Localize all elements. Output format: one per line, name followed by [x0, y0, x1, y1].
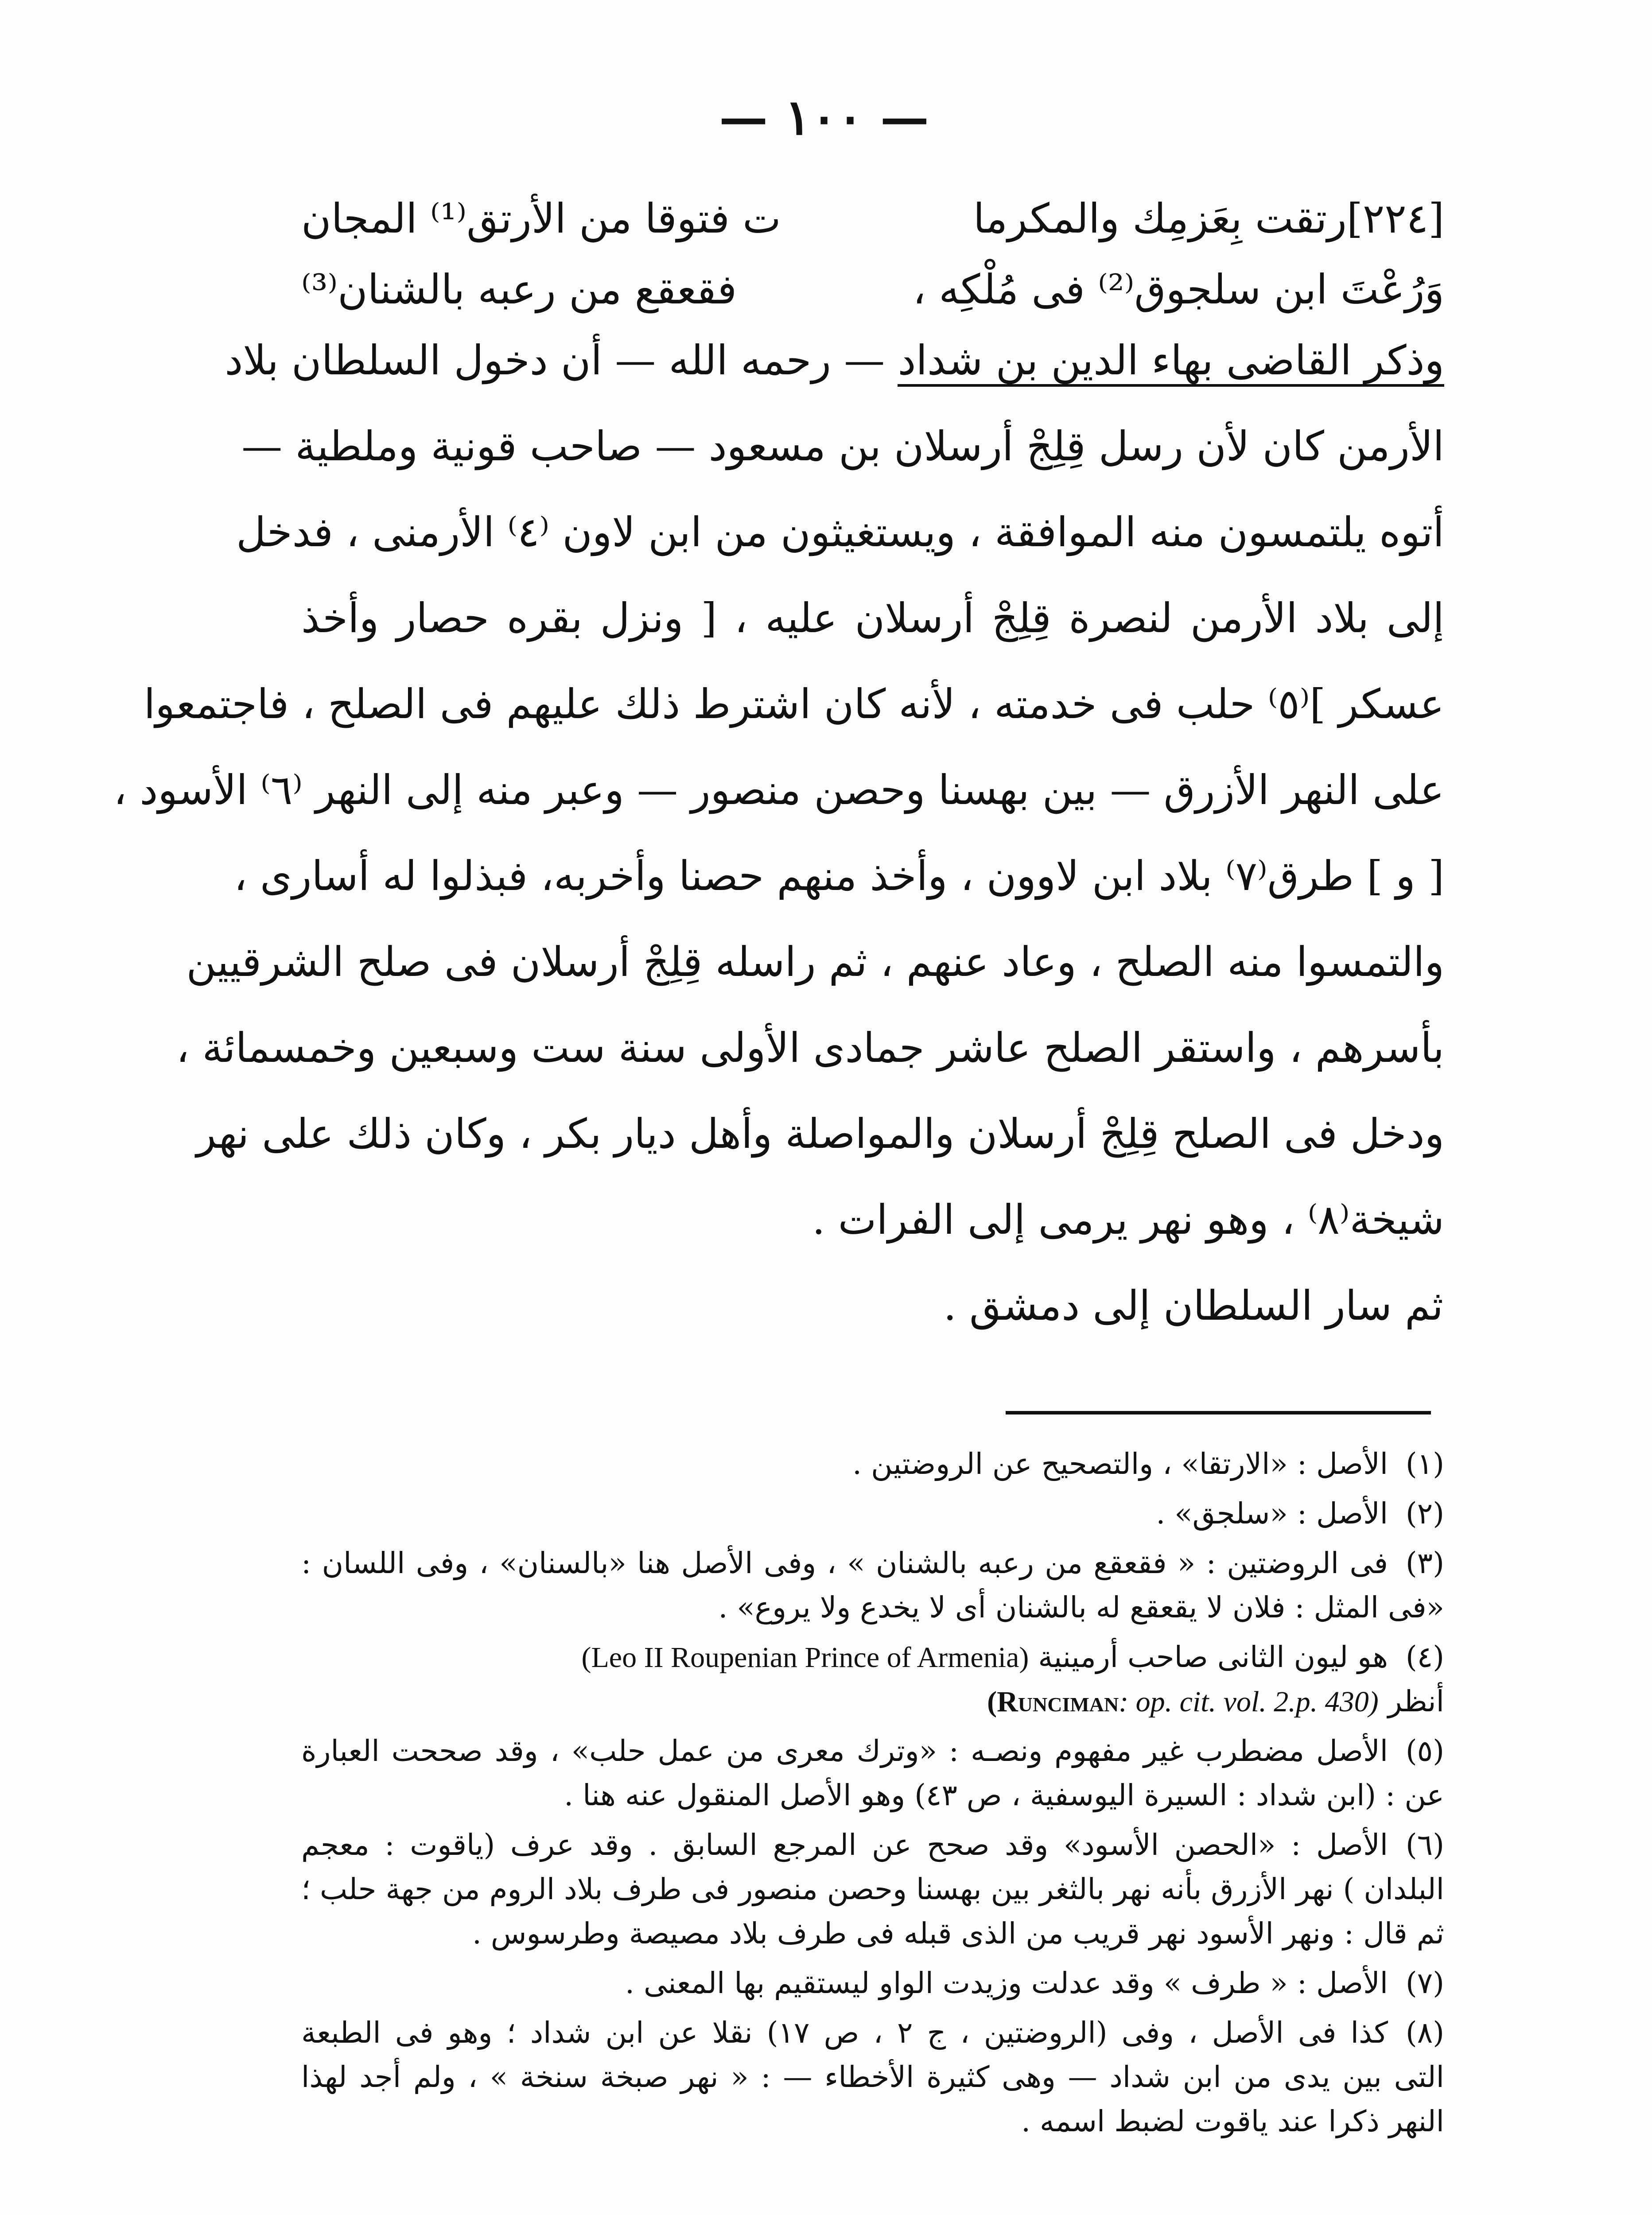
text-line-3-rest: — رحمه الله — أن دخول السلطان بلاد [225, 337, 885, 384]
paragraph-last-line: شيخة⁽٨⁾ ، وهو نهر يرمى إلى الفرات . [812, 1196, 1444, 1244]
footnote-text: الأصل : «سلجق» . [1156, 1496, 1388, 1531]
text-line: إلى بلاد الأرمن لنصرة قِلِجْ أرسلان عليه ، [ ونزل بقره حصار وأخذ [301, 595, 1444, 642]
verse-1-first-hemistich [973, 190, 1444, 261]
verse-2-first-hemistich: وَرُعْتَ ابن سلجوق⁽²⁾ فى مُلْكِه ، [913, 266, 1444, 313]
text-line: والتمسوا منه الصلح ، وعاد عنهم ، ثم راسله قِلِجْ أرسلان فى صلح الشرقيين [186, 938, 1444, 986]
footnote-number: (١) [1406, 1447, 1444, 1481]
footnote-text: الأصل : « طرف » وقد عدلت وزيدت الواو ليستقيم بها المعنى . [625, 1966, 1388, 2000]
closing-line: ثم سار السلطان إلى دمشق . [943, 1282, 1443, 1329]
footnote-3 [301, 1543, 1444, 1632]
footnote-text: التى بين يدى من ابن شداد — وهى كثيرة الأخطاء — : « نهر صبخة سنخة » ، ولم أجد لهذا [301, 2060, 1444, 2094]
verse-line-1 [301, 190, 1444, 261]
text-line: على النهر الأزرق — بين بهسنا وحصن منصور — وعبر منه إلى النهر ⁽٦⁾ الأسود ، [113, 766, 1444, 814]
footnote-text: أنظر [1388, 1684, 1444, 1718]
footnote-text: كذا فى الأصل ، وفى (الروضتين ، ج ٢ ، ص ١٧) نقلا عن ابن شداد ؛ وهو فى الطبعة [301, 2016, 1388, 2050]
verse-2-second-hemistich: فقعقع من رعبه بالشنان⁽³⁾ [301, 266, 737, 313]
footnote-text: «فى المثل : فلان لا يقعقع له بالشنان أى لا يخدع ولا يروع» . [718, 1590, 1444, 1624]
footnote-1 [301, 1444, 1444, 1488]
verse-1-second-hemistich: ت فتوقا من الأرتق⁽¹⁾ المجان [301, 195, 781, 242]
text-line: عسكر ]⁽٥⁾ حلب فى خدمته ، لأنه كان اشترط ذلك عليهم فى الصلح ، فاجتمعوا [144, 680, 1444, 728]
underlined-citation: وذكر القاضى بهاء الدين بن شداد [898, 337, 1444, 387]
footnote-6 [301, 1825, 1444, 1958]
text-line-3 [225, 332, 1444, 418]
footnote-text: الأصل : «الحصن الأسود» وقد صحح عن المرجع السابق . وقد عرف (ياقوت : معجم [301, 1828, 1388, 1862]
text-line: بأسرهم ، واستقر الصلح عاشر جمادى الأولى سنة ست وسبعين وخمسمائة ، [176, 1024, 1444, 1072]
footnote-number: (٦) [1406, 1828, 1444, 1862]
verse-line-2 [301, 261, 1444, 332]
footnote-text: الأصل مضطرب غير مفهوم ونصـه : «وترك معرى من عمل حلب» ، وقد صححت العبارة [301, 1734, 1388, 1768]
footnote-number: (٣) [1406, 1546, 1444, 1580]
footnote-text: الأصل : «الارتقا» ، والتصحيح عن الروضتين . [852, 1447, 1388, 1481]
footnote-7 [301, 1963, 1444, 2008]
footnote-divider [1006, 1411, 1431, 1414]
text-line: أتوه يلتمسون منه الموافقة ، ويستغيثون من ابن لاون ⁽٤⁾ الأرمنى ، فدخل [236, 509, 1444, 556]
footnote-text: ثم قال : ونهر الأسود نهر قريب من الذى قبله فى طرف بلاد مصيصة وطرسوس . [472, 1916, 1444, 1951]
footnote-2 [301, 1494, 1444, 1538]
footnote-number: (٨) [1406, 2016, 1444, 2050]
citation-rest: : op. cit. vol. 2.p. 430) [1119, 1686, 1379, 1718]
footnote-number: (٧) [1406, 1966, 1444, 2000]
footnote-number: (٤) [1406, 1640, 1444, 1674]
verse-number: [٢٢٤] [1346, 195, 1444, 242]
footnote-latin-citation [987, 1686, 1379, 1718]
footnote-text: النهر ذكرا عند ياقوت لضبط اسمه . [1021, 2104, 1444, 2138]
footnote-text: البلدان ) نهر الأزرق بأنه نهر بالثغر بين بهسنا وحصن منصور فى طرف بلاد الروم من جهة حلب ؛ [301, 1872, 1444, 1906]
footnote-8 [301, 2013, 1444, 2146]
text-line: [ و ] طرق⁽٧⁾ بلاد ابن لاوون ، وأخذ منهم حصنا وأخربه، فبذلوا له أسارى ، [234, 852, 1444, 900]
citation-author: (Runciman [987, 1686, 1119, 1718]
footnote-number: (٥) [1406, 1734, 1444, 1768]
text-line: الأرمن كان لأن رسل قِلِجْ أرسلان بن مسعود — صاحب قونية وملطية — [241, 423, 1444, 470]
main-text [113, 190, 1444, 1357]
footnote-number: (٢) [1406, 1496, 1444, 1531]
verse-1-first-text: رتقت بِعَزمِك والمكرما [973, 195, 1347, 242]
text-line: ودخل فى الصلح قِلِجْ أرسلان والمواصلة وأهل ديار بكر ، وكان ذلك على نهر [196, 1110, 1444, 1158]
footnote-text: عن : (ابن شداد : السيرة اليوسفية ، ص ٤٣) وهو الأصل المنقول عنه هنا . [564, 1778, 1444, 1812]
footnote-latin-text: (Leo II Roupenian Prince of Armenia) [581, 1641, 1029, 1674]
footnote-4 [301, 1637, 1444, 1726]
footnote-text: هو ليون الثانى صاحب أرمينية [1038, 1640, 1388, 1674]
footnote-5 [301, 1731, 1444, 1820]
footnote-text: فى الروضتين : « فقعقع من رعبه بالشنان » ، وفى الأصل هنا «بالسنان» ، وفى اللسان : [301, 1546, 1388, 1580]
footnotes [301, 1444, 1444, 2151]
page-number: — ١٠٠ — [719, 89, 929, 146]
